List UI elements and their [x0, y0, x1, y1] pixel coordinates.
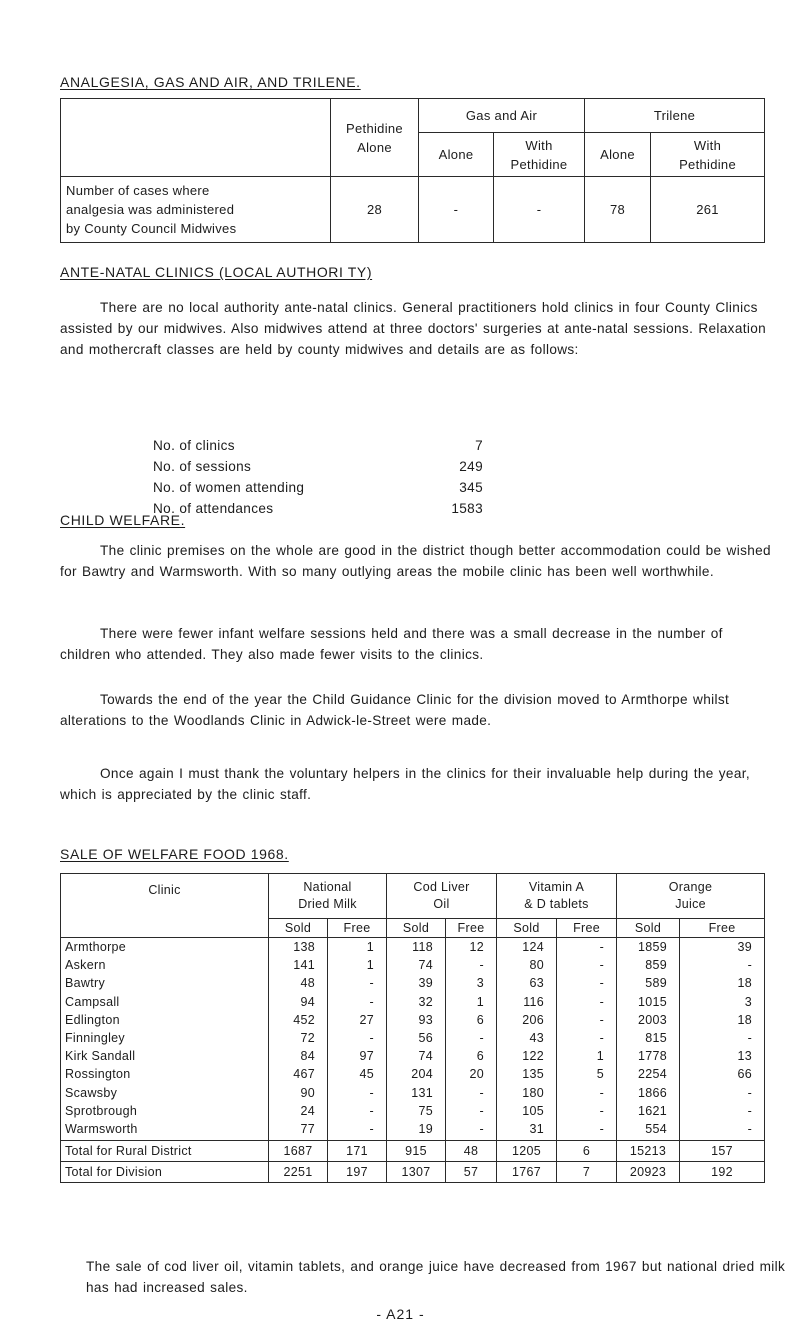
table-row: [61, 938, 765, 957]
value-cell: 63: [497, 974, 557, 992]
value-cell: 84: [269, 1047, 328, 1065]
gas-alone-header: Alone: [419, 133, 494, 177]
clinic-name: Sprotbrough: [61, 1102, 269, 1120]
value-cell: 118: [387, 938, 446, 957]
value-cell: 2003: [617, 1011, 680, 1029]
clinic-name: Total for Rural District: [61, 1141, 269, 1162]
value-cell: 1778: [617, 1047, 680, 1065]
value-cell: 204: [387, 1065, 446, 1083]
sold-header: Sold: [269, 919, 328, 938]
value-cell: -: [557, 1011, 617, 1029]
value-cell: 6: [446, 1011, 497, 1029]
value-cell: 74: [387, 1047, 446, 1065]
value-cell: 20923: [617, 1162, 680, 1183]
value-cell: 43: [497, 1029, 557, 1047]
value-cell: -: [328, 1084, 387, 1102]
vitamin-header: Vitamin A & D tablets: [497, 874, 617, 919]
value-cell: -: [446, 1084, 497, 1102]
value-cell: 90: [269, 1084, 328, 1102]
table-row: [61, 1065, 765, 1083]
value-cell: 39: [680, 938, 765, 957]
value-cell: 1: [328, 956, 387, 974]
value-cell: -: [557, 956, 617, 974]
value-cell: -: [446, 1102, 497, 1120]
value-cell: -: [328, 1029, 387, 1047]
value-cell: 1: [328, 938, 387, 957]
value-cell: 1687: [269, 1141, 328, 1162]
free-header: Free: [680, 919, 765, 938]
value-cell: 15213: [617, 1141, 680, 1162]
stat-row: No. of attendances 1583: [153, 501, 483, 516]
value-cell: 27: [328, 1011, 387, 1029]
welfare-paragraph: There were fewer infant welfare sessions held and there was a small decrease in the number of children who attended. They also made fewer visits to the clinics.: [60, 626, 723, 662]
value-cell: -: [328, 1120, 387, 1141]
value-cell: 135: [497, 1065, 557, 1083]
value-cell: 28: [331, 177, 419, 243]
value-cell: -: [557, 1102, 617, 1120]
value-cell: -: [557, 974, 617, 992]
free-header: Free: [557, 919, 617, 938]
clinic-name: Edlington: [61, 1011, 269, 1029]
orange-juice-header: Orange Juice: [617, 874, 765, 919]
antenatal-heading: ANTE-NATAL CLINICS (LOCAL AUTHORI TY): [60, 264, 373, 280]
sale-note: The sale of cod liver oil, vitamin tablets, and orange juice have decreased from 1967 but national dried milk has had increased sales.: [86, 1259, 786, 1295]
antenatal-paragraph: There are no local authority ante-natal clinics. General practitioners hold clinics in four County Clinics assisted by our midwives. Also midwives attend at three doctors' surgeries at ante-natal sessions. Relaxation and mothercraft classes are held by county midwives and details are as follows:: [60, 300, 767, 357]
value-cell: -: [494, 177, 585, 243]
stat-row: No. of women attending 345: [153, 480, 483, 495]
clinic-name: Rossington: [61, 1065, 269, 1083]
value-cell: 1621: [617, 1102, 680, 1120]
value-cell: 206: [497, 1011, 557, 1029]
value-cell: 2251: [269, 1162, 328, 1183]
value-cell: 554: [617, 1120, 680, 1141]
value-cell: -: [680, 1029, 765, 1047]
value-cell: -: [328, 1102, 387, 1120]
table-row: [61, 1084, 765, 1102]
cod-liver-oil-header: Cod Liver Oil: [387, 874, 497, 919]
value-cell: 116: [497, 993, 557, 1011]
value-cell: 48: [446, 1141, 497, 1162]
value-cell: 261: [651, 177, 765, 243]
value-cell: -: [419, 177, 494, 243]
value-cell: 1767: [497, 1162, 557, 1183]
value-cell: 72: [269, 1029, 328, 1047]
value-cell: -: [680, 1102, 765, 1120]
clinic-header: Clinic: [61, 874, 269, 938]
value-cell: 75: [387, 1102, 446, 1120]
stat-row: No. of clinics 7: [153, 438, 483, 453]
value-cell: 1866: [617, 1084, 680, 1102]
welfare-paragraph: Towards the end of the year the Child Guidance Clinic for the division moved to Armthorpe whilst alterations to the Woodlands Clinic in Adwick-le-Street were made.: [60, 692, 730, 728]
table-row: [61, 956, 765, 974]
value-cell: 915: [387, 1141, 446, 1162]
table-row: [61, 1011, 765, 1029]
value-cell: 1859: [617, 938, 680, 957]
value-cell: 74: [387, 956, 446, 974]
cases-row-label: Number of cases where analgesia was administered by County Council Midwives: [61, 177, 331, 243]
value-cell: 1015: [617, 993, 680, 1011]
value-cell: 12: [446, 938, 497, 957]
milk-header: National Dried Milk: [269, 874, 387, 919]
stat-row: No. of sessions 249: [153, 459, 483, 474]
free-header: Free: [328, 919, 387, 938]
sold-header: Sold: [617, 919, 680, 938]
value-cell: 467: [269, 1065, 328, 1083]
total-row: [61, 1162, 765, 1183]
sale-heading: SALE OF WELFARE FOOD 1968.: [60, 846, 289, 862]
clinic-name: Total for Division: [61, 1162, 269, 1183]
table-row: [61, 974, 765, 992]
value-cell: 180: [497, 1084, 557, 1102]
value-cell: 18: [680, 1011, 765, 1029]
value-cell: -: [328, 993, 387, 1011]
value-cell: -: [680, 956, 765, 974]
value-cell: 2254: [617, 1065, 680, 1083]
pethidine-header: Pethidine Alone: [331, 99, 419, 177]
clinic-name: Bawtry: [61, 974, 269, 992]
clinic-name: Scawsby: [61, 1084, 269, 1102]
value-cell: 7: [557, 1162, 617, 1183]
child-welfare-heading: CHILD WELFARE.: [60, 512, 186, 528]
value-cell: 24: [269, 1102, 328, 1120]
value-cell: 18: [680, 974, 765, 992]
table-row: [61, 993, 765, 1011]
value-cell: -: [680, 1120, 765, 1141]
value-cell: 80: [497, 956, 557, 974]
value-cell: 105: [497, 1102, 557, 1120]
trilene-alone-header: Alone: [585, 133, 651, 177]
value-cell: 57: [446, 1162, 497, 1183]
table-row: [61, 1047, 765, 1065]
value-cell: 39: [387, 974, 446, 992]
table-row: [61, 1029, 765, 1047]
value-cell: 452: [269, 1011, 328, 1029]
value-cell: -: [557, 1029, 617, 1047]
value-cell: 6: [446, 1047, 497, 1065]
empty-corner-cell: [61, 99, 331, 177]
total-row: [61, 1141, 765, 1162]
value-cell: 138: [269, 938, 328, 957]
value-cell: 3: [680, 993, 765, 1011]
gas-and-air-header: Gas and Air: [419, 99, 585, 133]
value-cell: 78: [585, 177, 651, 243]
value-cell: -: [446, 1029, 497, 1047]
page-number: - A21 -: [376, 1306, 425, 1322]
clinic-name: Armthorpe: [61, 938, 269, 957]
value-cell: 97: [328, 1047, 387, 1065]
value-cell: 141: [269, 956, 328, 974]
value-cell: 32: [387, 993, 446, 1011]
value-cell: -: [557, 1084, 617, 1102]
trilene-header: Trilene: [585, 99, 765, 133]
page-title: ANALGESIA, GAS AND AIR, AND TRILENE.: [60, 74, 361, 90]
value-cell: 157: [680, 1141, 765, 1162]
value-cell: 45: [328, 1065, 387, 1083]
value-cell: 859: [617, 956, 680, 974]
value-cell: 77: [269, 1120, 328, 1141]
clinic-name: Kirk Sandall: [61, 1047, 269, 1065]
value-cell: -: [446, 956, 497, 974]
antenatal-stats: [153, 435, 553, 519]
gas-with-pethidine-header: With Pethidine: [494, 133, 585, 177]
value-cell: -: [328, 974, 387, 992]
welfare-paragraph: Once again I must thank the voluntary helpers in the clinics for their invaluable help during the year, which is appreciated by the clinic staff.: [60, 766, 751, 802]
value-cell: 6: [557, 1141, 617, 1162]
value-cell: 3: [446, 974, 497, 992]
value-cell: -: [680, 1084, 765, 1102]
clinic-name: Campsall: [61, 993, 269, 1011]
value-cell: 124: [497, 938, 557, 957]
value-cell: 5: [557, 1065, 617, 1083]
clinic-name: Warmsworth: [61, 1120, 269, 1141]
analgesia-table: [60, 98, 765, 243]
value-cell: 589: [617, 974, 680, 992]
trilene-with-pethidine-header: With Pethidine: [651, 133, 765, 177]
value-cell: 131: [387, 1084, 446, 1102]
welfare-food-table: [60, 873, 765, 1183]
value-cell: 197: [328, 1162, 387, 1183]
value-cell: 56: [387, 1029, 446, 1047]
value-cell: -: [557, 1120, 617, 1141]
value-cell: 66: [680, 1065, 765, 1083]
value-cell: 815: [617, 1029, 680, 1047]
value-cell: 192: [680, 1162, 765, 1183]
sold-header: Sold: [497, 919, 557, 938]
value-cell: 19: [387, 1120, 446, 1141]
value-cell: 93: [387, 1011, 446, 1029]
value-cell: -: [557, 938, 617, 957]
value-cell: 13: [680, 1047, 765, 1065]
value-cell: 31: [497, 1120, 557, 1141]
table-row: [61, 1102, 765, 1120]
value-cell: -: [446, 1120, 497, 1141]
table-row: [61, 1120, 765, 1141]
value-cell: 20: [446, 1065, 497, 1083]
value-cell: 1307: [387, 1162, 446, 1183]
value-cell: 122: [497, 1047, 557, 1065]
clinic-name: Finningley: [61, 1029, 269, 1047]
value-cell: -: [557, 993, 617, 1011]
value-cell: 1: [557, 1047, 617, 1065]
value-cell: 48: [269, 974, 328, 992]
welfare-paragraph: The clinic premises on the whole are good in the district though better accommodation could be wished for Bawtry and Warmsworth. With so many outlying areas the mobile clinic has been well worthwhile.: [60, 543, 771, 579]
value-cell: 1: [446, 993, 497, 1011]
sold-header: Sold: [387, 919, 446, 938]
value-cell: 171: [328, 1141, 387, 1162]
value-cell: 1205: [497, 1141, 557, 1162]
value-cell: 94: [269, 993, 328, 1011]
free-header: Free: [446, 919, 497, 938]
clinic-name: Askern: [61, 956, 269, 974]
